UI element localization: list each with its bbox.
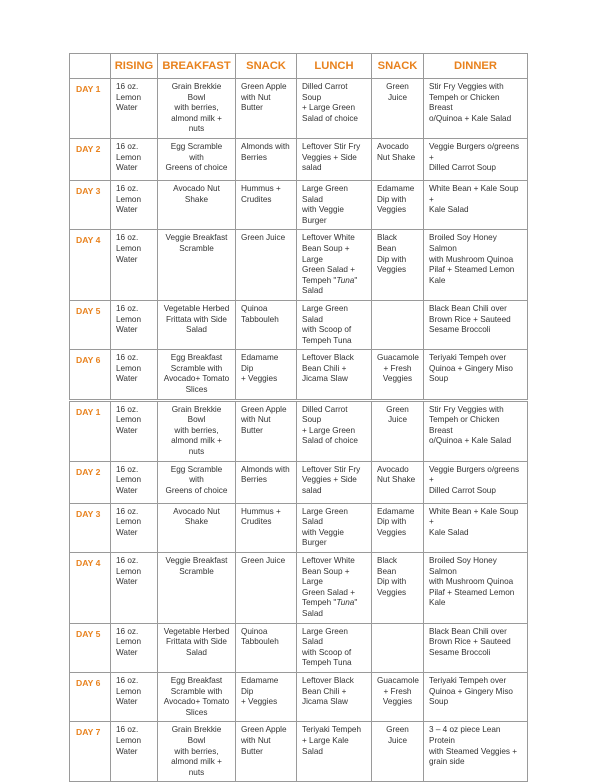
- lunch-cell: Leftover Black Bean Chili + Jicama Slaw: [297, 350, 372, 400]
- header-snack-pm: SNACK: [372, 54, 424, 79]
- snack-pm-cell: [372, 300, 424, 349]
- rising-cell: 16 oz. Lemon Water: [111, 230, 158, 301]
- dinner-cell: White Bean + Kale Soup + Kale Salad: [424, 180, 528, 229]
- day-label: DAY 2: [70, 138, 111, 180]
- snack-pm-cell: [372, 623, 424, 672]
- table-row: [70, 180, 528, 229]
- dinner-cell: Broiled Soy Honey Salmon with Mushroom Quinoa Pilaf + Steamed Lemon Kale: [424, 230, 528, 301]
- breakfast-cell: Egg Breakfast Scramble with Avocado+ Tomato Slices: [158, 672, 236, 721]
- header-breakfast: BREAKFAST: [158, 54, 236, 79]
- breakfast-cell: Veggie Breakfast Scramble: [158, 553, 236, 624]
- rising-cell: 16 oz. Lemon Water: [111, 180, 158, 229]
- header-rising: RISING: [111, 54, 158, 79]
- rising-cell: 16 oz. Lemon Water: [111, 138, 158, 180]
- breakfast-cell: Grain Brekkie Bowl with berries, almond milk + nuts: [158, 79, 236, 139]
- day-label: DAY 4: [70, 553, 111, 624]
- rising-cell: 16 oz. Lemon Water: [111, 553, 158, 624]
- day-label: DAY 5: [70, 300, 111, 349]
- lunch-text-b: " Salad: [302, 598, 358, 618]
- lunch-cell: Large Green Salad with Scoop of Tempeh Tuna: [297, 300, 372, 349]
- dinner-cell: White Bean + Kale Soup + Kale Salad: [424, 503, 528, 552]
- snack-pm-cell: Black Bean Dip with Veggies: [372, 230, 424, 301]
- snack-pm-cell: Avocado Nut Shake: [372, 138, 424, 180]
- lunch-cell: [297, 230, 372, 301]
- lunch-cell: Leftover Stir Fry Veggies + Side salad: [297, 461, 372, 503]
- breakfast-cell: Egg Breakfast Scramble with Avocado+ Tomato Slices: [158, 350, 236, 400]
- day-label: DAY 7: [70, 722, 111, 782]
- snack-pm-cell: Guacamole + Fresh Veggies: [372, 672, 424, 721]
- breakfast-cell: Egg Scramble with Greens of choice: [158, 461, 236, 503]
- table-row: [70, 461, 528, 503]
- dinner-cell: Stir Fry Veggies with Tempeh or Chicken Breast o/Quinoa + Kale Salad: [424, 79, 528, 139]
- day-label: DAY 6: [70, 672, 111, 721]
- snack-am-cell: Green Juice: [236, 230, 297, 301]
- breakfast-cell: Vegetable Herbed Frittata with Side Salad: [158, 623, 236, 672]
- lunch-text-emphasis: Tuna: [336, 598, 355, 608]
- dinner-cell: Veggie Burgers o/greens + Dilled Carrot Soup: [424, 138, 528, 180]
- dinner-cell: Black Bean Chili over Brown Rice + Sauteed Sesame Broccoli: [424, 623, 528, 672]
- table-row: [70, 138, 528, 180]
- header-dinner: DINNER: [424, 54, 528, 79]
- snack-am-cell: Hummus + Crudites: [236, 503, 297, 552]
- rising-cell: 16 oz. Lemon Water: [111, 400, 158, 461]
- dinner-cell: Veggie Burgers o/greens + Dilled Carrot Soup: [424, 461, 528, 503]
- snack-am-cell: Edamame Dip + Veggies: [236, 672, 297, 721]
- header-snack-am: SNACK: [236, 54, 297, 79]
- snack-am-cell: Hummus + Crudites: [236, 180, 297, 229]
- breakfast-cell: Avocado Nut Shake: [158, 180, 236, 229]
- lunch-cell: Dilled Carrot Soup + Large Green Salad of choice: [297, 79, 372, 139]
- dinner-cell: Broiled Soy Honey Salmon with Mushroom Quinoa Pilaf + Steamed Lemon Kale: [424, 553, 528, 624]
- rising-cell: 16 oz. Lemon Water: [111, 722, 158, 782]
- snack-pm-cell: Edamame Dip with Veggies: [372, 503, 424, 552]
- rising-cell: 16 oz. Lemon Water: [111, 79, 158, 139]
- table-row: [70, 350, 528, 400]
- dinner-cell: Teriyaki Tempeh over Quinoa + Gingery Miso Soup: [424, 672, 528, 721]
- snack-pm-cell: Guacamole + Fresh Veggies: [372, 350, 424, 400]
- breakfast-cell: Avocado Nut Shake: [158, 503, 236, 552]
- table-row: [70, 722, 528, 782]
- day-label: DAY 4: [70, 230, 111, 301]
- day-label: DAY 5: [70, 623, 111, 672]
- dinner-cell: Teriyaki Tempeh over Quinoa + Gingery Miso Soup: [424, 350, 528, 400]
- snack-am-cell: Green Apple with Nut Butter: [236, 79, 297, 139]
- snack-pm-cell: Green Juice: [372, 79, 424, 139]
- snack-pm-cell: Edamame Dip with Veggies: [372, 180, 424, 229]
- lunch-cell: Dilled Carrot Soup + Large Green Salad of choice: [297, 400, 372, 461]
- dinner-cell: 3 – 4 oz piece Lean Protein with Steamed Veggies + grain side: [424, 722, 528, 782]
- lunch-cell: Teriyaki Tempeh + Large Kale Salad: [297, 722, 372, 782]
- lunch-cell: Large Green Salad with Veggie Burger: [297, 180, 372, 229]
- snack-am-cell: Green Apple with Nut Butter: [236, 400, 297, 461]
- day-label: DAY 1: [70, 79, 111, 139]
- dinner-cell: Stir Fry Veggies with Tempeh or Chicken Breast o/Quinoa + Kale Salad: [424, 400, 528, 461]
- table-row: [70, 230, 528, 301]
- breakfast-cell: Grain Brekkie Bowl with berries, almond milk + nuts: [158, 400, 236, 461]
- lunch-text-emphasis: Tuna: [336, 275, 355, 285]
- lunch-cell: Large Green Salad with Scoop of Tempeh Tuna: [297, 623, 372, 672]
- snack-am-cell: Quinoa Tabbouleh: [236, 623, 297, 672]
- breakfast-cell: Vegetable Herbed Frittata with Side Salad: [158, 300, 236, 349]
- rising-cell: 16 oz. Lemon Water: [111, 350, 158, 400]
- snack-pm-cell: Green Juice: [372, 400, 424, 461]
- day-label: DAY 1: [70, 400, 111, 461]
- meal-plan-table: [69, 53, 528, 782]
- rising-cell: 16 oz. Lemon Water: [111, 300, 158, 349]
- snack-am-cell: Almonds with Berries: [236, 461, 297, 503]
- snack-am-cell: Almonds with Berries: [236, 138, 297, 180]
- rising-cell: 16 oz. Lemon Water: [111, 503, 158, 552]
- rising-cell: 16 oz. Lemon Water: [111, 623, 158, 672]
- table-row: [70, 623, 528, 672]
- day-label: DAY 3: [70, 503, 111, 552]
- snack-am-cell: Quinoa Tabbouleh: [236, 300, 297, 349]
- breakfast-cell: Grain Brekkie Bowl with berries, almond milk + nuts: [158, 722, 236, 782]
- rising-cell: 16 oz. Lemon Water: [111, 461, 158, 503]
- lunch-cell: [297, 553, 372, 624]
- table-row: [70, 553, 528, 624]
- breakfast-cell: Egg Scramble with Greens of choice: [158, 138, 236, 180]
- breakfast-cell: Veggie Breakfast Scramble: [158, 230, 236, 301]
- lunch-text-a: Leftover White Bean Soup + Large Green Salad + Tempeh ": [302, 233, 356, 285]
- rising-cell: 16 oz. Lemon Water: [111, 672, 158, 721]
- lunch-cell: Leftover Black Bean Chili + Jicama Slaw: [297, 672, 372, 721]
- table-row: [70, 672, 528, 721]
- header-blank: [70, 54, 111, 79]
- snack-pm-cell: Green Juice: [372, 722, 424, 782]
- day-label: DAY 3: [70, 180, 111, 229]
- table-row: [70, 300, 528, 349]
- snack-am-cell: Green Juice: [236, 553, 297, 624]
- table-row: [70, 400, 528, 461]
- table-row: [70, 503, 528, 552]
- table-row: [70, 79, 528, 139]
- lunch-text-a: Leftover White Bean Soup + Large Green Salad + Tempeh ": [302, 556, 356, 608]
- snack-am-cell: Edamame Dip + Veggies: [236, 350, 297, 400]
- dinner-cell: Black Bean Chili over Brown Rice + Sauteed Sesame Broccoli: [424, 300, 528, 349]
- header-lunch: LUNCH: [297, 54, 372, 79]
- snack-am-cell: Green Apple with Nut Butter: [236, 722, 297, 782]
- snack-pm-cell: Avocado Nut Shake: [372, 461, 424, 503]
- lunch-cell: Leftover Stir Fry Veggies + Side salad: [297, 138, 372, 180]
- lunch-cell: Large Green Salad with Veggie Burger: [297, 503, 372, 552]
- snack-pm-cell: Black Bean Dip with Veggies: [372, 553, 424, 624]
- lunch-text-b: " Salad: [302, 275, 358, 296]
- day-label: DAY 6: [70, 350, 111, 400]
- day-label: DAY 2: [70, 461, 111, 503]
- header-row: [70, 54, 528, 79]
